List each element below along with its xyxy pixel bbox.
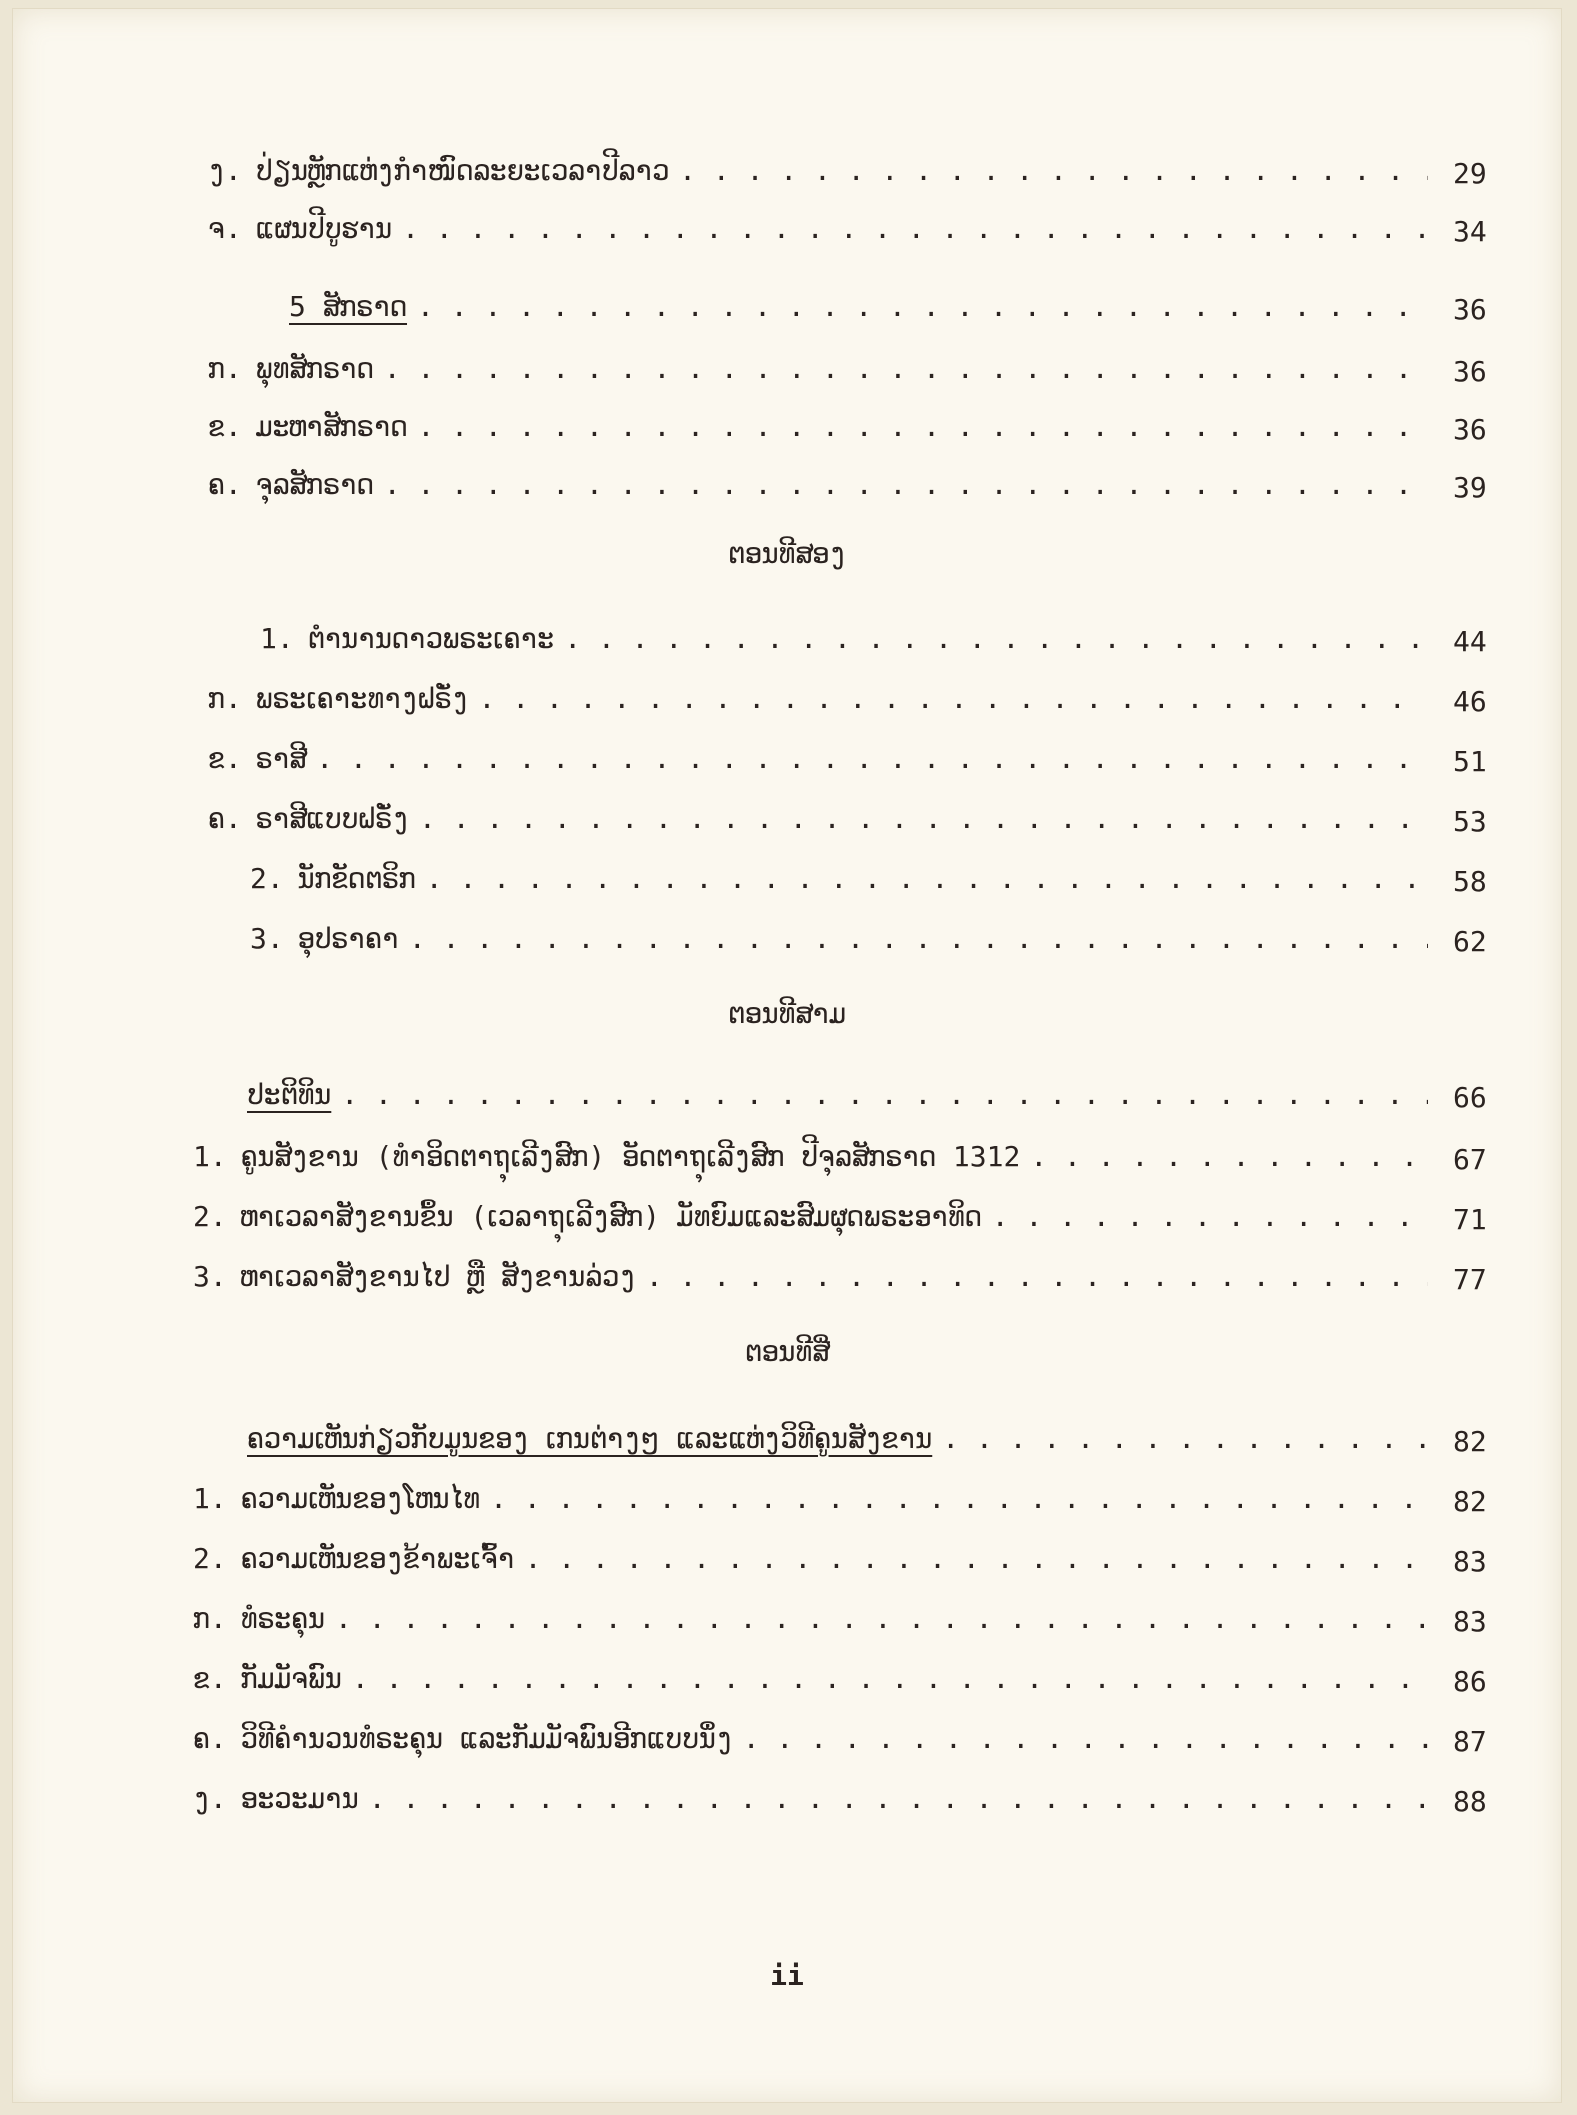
toc-title: ປ່ຽນຫຼັກແຫ່ງກຳໜົດລະຍະເວລາປີລາວ	[255, 154, 670, 187]
toc-entry	[193, 1479, 1428, 1519]
section-heading: ຕອນທີສີ່	[744, 1335, 830, 1368]
toc-entry	[208, 679, 1428, 719]
toc-title: 5 ສັກຣາດ	[289, 290, 408, 323]
toc-marker: 1.	[193, 1482, 227, 1515]
toc-marker: ງ.	[208, 154, 242, 187]
toc-entry	[193, 1719, 1428, 1759]
table-of-contents	[13, 9, 1561, 2102]
toc-title: ມະຫາສັກຣາດ	[255, 410, 408, 443]
toc-page-number: 67	[1453, 1143, 1487, 1176]
toc-page-number: 62	[1453, 925, 1487, 958]
dot-leader	[374, 349, 1428, 389]
toc-page-number: 39	[1453, 471, 1487, 504]
toc-entry	[233, 1075, 1428, 1115]
toc-title: ກັມມັຈພົນ	[240, 1662, 342, 1695]
toc-entry	[250, 919, 1428, 959]
toc-page-number: 46	[1453, 685, 1487, 718]
toc-title: ຄວາມເຫັນກ່ຽວກັບມູນຂອງ ເກນຕ່າງໆ ແລະແຫ່ງວິທີຄູນສັງຂານ	[247, 1422, 933, 1455]
dot-leader	[733, 1719, 1428, 1759]
toc-title: ປະຕິທິນ	[247, 1078, 332, 1111]
toc-title: ອະວະມານ	[240, 1782, 359, 1815]
dot-leader	[409, 799, 1428, 839]
toc-page-number: 53	[1453, 805, 1487, 838]
toc-marker: ກ.	[193, 1602, 227, 1635]
toc-page-number: 82	[1453, 1425, 1487, 1458]
dot-leader	[480, 1479, 1428, 1519]
toc-page-number: 51	[1453, 745, 1487, 778]
dot-leader	[1020, 1137, 1428, 1177]
dot-leader	[359, 1779, 1428, 1819]
toc-entry	[233, 1419, 1428, 1459]
toc-entry	[275, 287, 1428, 327]
toc-title: ຕຳນານດາວພຣະເຄາະ	[307, 622, 555, 655]
toc-marker: 3.	[250, 922, 284, 955]
toc-marker: ຈ.	[208, 212, 242, 245]
toc-marker: ຂ.	[208, 410, 242, 443]
toc-entry	[260, 619, 1428, 659]
toc-marker: 2.	[193, 1200, 227, 1233]
toc-title: ຄູນສັງຂານ (ທຳອິດຕາຖຸເລີງສົກ) ອັດຕາຖຸເລີງສົກ ປີຈຸລສັກຣາດ 1312	[240, 1140, 1021, 1173]
dot-leader	[416, 859, 1428, 899]
toc-marker: ກ.	[208, 682, 242, 715]
dot-leader	[982, 1197, 1428, 1237]
toc-marker: ຄ.	[208, 468, 242, 501]
toc-entry	[208, 407, 1428, 447]
toc-entry	[193, 1539, 1428, 1579]
dot-leader	[407, 407, 1428, 447]
dot-leader	[306, 739, 1428, 779]
dot-leader	[342, 1659, 1428, 1699]
toc-entry	[208, 209, 1428, 249]
toc-page-number: 44	[1453, 625, 1487, 658]
toc-page-number: 36	[1453, 355, 1487, 388]
toc-entry	[208, 465, 1428, 505]
toc-entry	[193, 1137, 1428, 1177]
dot-leader	[554, 619, 1428, 659]
toc-entry	[193, 1779, 1428, 1819]
toc-title: ພຸທສັກຣາດ	[255, 352, 374, 385]
toc-marker: ຄ.	[208, 802, 242, 835]
toc-marker: ກ.	[208, 352, 242, 385]
dot-leader	[407, 287, 1428, 327]
toc-page-number: 77	[1453, 1263, 1487, 1296]
dot-leader	[932, 1419, 1428, 1459]
toc-title: ອຸປຣາຄາ	[297, 922, 399, 955]
page-footer-number: ii	[770, 1959, 804, 1992]
dot-leader	[399, 919, 1428, 959]
toc-marker: 3.	[193, 1260, 227, 1293]
toc-marker: 2.	[250, 862, 284, 895]
toc-marker: ຂ.	[208, 742, 242, 775]
toc-entry	[208, 151, 1428, 191]
dot-leader	[392, 209, 1428, 249]
dot-leader	[331, 1075, 1428, 1115]
toc-marker: 1.	[193, 1140, 227, 1173]
dot-leader	[669, 151, 1428, 191]
toc-title: ຣາສີ	[255, 742, 307, 775]
toc-page-number: 83	[1453, 1545, 1487, 1578]
section-heading: ຕອນທີສອງ	[727, 537, 846, 570]
toc-marker: 2.	[193, 1542, 227, 1575]
toc-page-number: 82	[1453, 1485, 1487, 1518]
toc-page-number: 71	[1453, 1203, 1487, 1236]
toc-marker: ຄ.	[193, 1722, 227, 1755]
toc-title: ນັກຂັດຕຣິກ	[297, 862, 416, 895]
dot-leader	[469, 679, 1428, 719]
toc-page-number: 58	[1453, 865, 1487, 898]
toc-page-number: 86	[1453, 1665, 1487, 1698]
toc-entry	[193, 1599, 1428, 1639]
toc-title: ພຣະເຄາະທາງຝຣັ່ງ	[255, 682, 469, 715]
toc-entry	[250, 859, 1428, 899]
toc-title: ຈຸລສັກຣາດ	[255, 468, 374, 501]
toc-title: ວິທີຄຳນວນທໍຣະຄຸນ ແລະກັມມັຈພົນອີກແບບນຶ່ງ	[240, 1722, 733, 1755]
toc-title: ທໍຣະຄຸນ	[240, 1602, 326, 1635]
toc-entry	[208, 739, 1428, 779]
toc-marker: ຂ.	[193, 1662, 227, 1695]
toc-page-number: 34	[1453, 215, 1487, 248]
toc-title: ຣາສີແບບຝຣັ່ງ	[255, 802, 409, 835]
toc-marker: 1.	[260, 622, 294, 655]
toc-page-number: 66	[1453, 1081, 1487, 1114]
toc-entry	[208, 349, 1428, 389]
toc-page-number: 87	[1453, 1725, 1487, 1758]
toc-entry	[193, 1257, 1428, 1297]
toc-entry	[193, 1659, 1428, 1699]
document-page	[12, 8, 1562, 2103]
dot-leader	[325, 1599, 1428, 1639]
toc-page-number: 36	[1453, 413, 1487, 446]
dot-leader	[374, 465, 1428, 505]
toc-title: ຄວາມເຫັນຂອງໂຫນໄທ	[240, 1482, 481, 1515]
toc-page-number: 36	[1453, 293, 1487, 326]
toc-entry	[208, 799, 1428, 839]
toc-page-number: 29	[1453, 157, 1487, 190]
toc-title: ຫາເວລາສັງຂານຂຶ້ນ (ເວລາຖຸເລີງສົກ) ມັທຍົມແລະສົມຜຸດພຣະອາທິດ	[240, 1200, 982, 1233]
toc-marker: ງ.	[193, 1782, 227, 1815]
toc-entry	[193, 1197, 1428, 1237]
dot-leader	[636, 1257, 1428, 1297]
toc-page-number: 88	[1453, 1785, 1487, 1818]
toc-page-number: 83	[1453, 1605, 1487, 1638]
toc-title: ຫາເວລາສັງຂານໄປ ຫຼື ສັງຂານລ່ວງ	[240, 1260, 636, 1293]
section-heading: ຕອນທີສາມ	[727, 997, 846, 1030]
dot-leader	[515, 1539, 1428, 1579]
toc-title: ແຜນປີບູຮານ	[255, 212, 393, 245]
toc-title: ຄວາມເຫັນຂອງຂ້າພະເຈົ້າ	[240, 1542, 515, 1575]
